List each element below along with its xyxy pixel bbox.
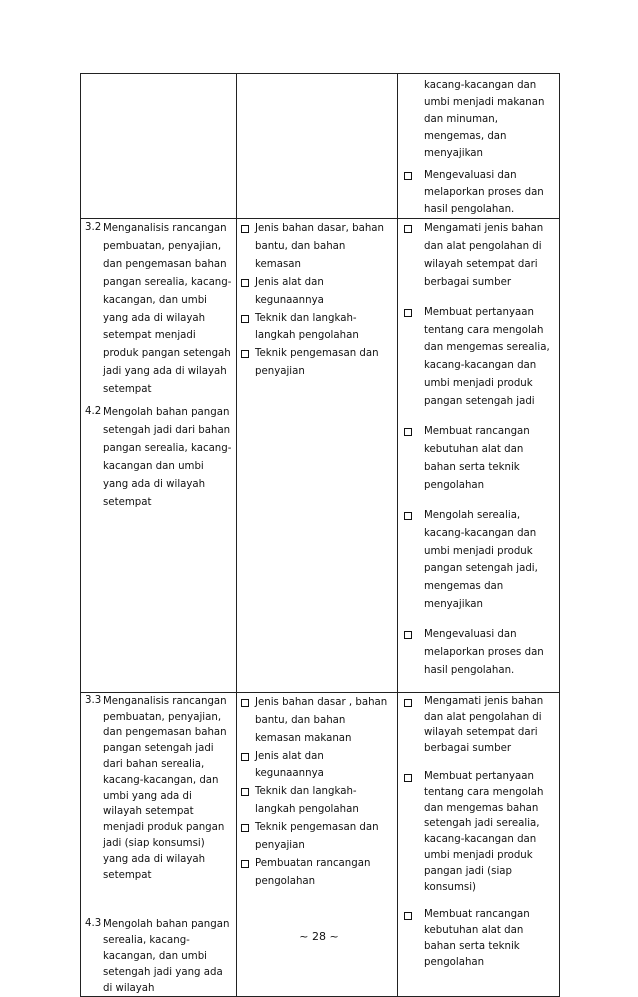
list-item: Teknik pengemasan dan penyajian: [255, 345, 393, 381]
checkbox-bullet-icon: [241, 350, 249, 358]
kegiatan-cell: [398, 692, 560, 997]
list-item: Jenis alat dan kegunaannya: [255, 274, 393, 310]
list-item: Mengevaluasi dan melaporkan proses dan hasil pengolahan.: [424, 626, 555, 680]
kegiatan-continuation: kacang-kacangan dan umbi menjadi makanan dan minuman, mengemas, dan menyajikan: [424, 80, 545, 159]
kd-text: Menganalisis rancangan pembuatan, penyajian, dan pengemasan bahan pangan serealia, kacang-kacangan, dan umbi yang ada di wilayah setempat menjadi produk pangan setengah jadi yang ada di wilayah setempat: [103, 223, 232, 396]
checkbox-bullet-icon: [404, 912, 412, 920]
checkbox-bullet-icon: [241, 279, 249, 287]
kd-cell: [81, 74, 237, 219]
list-item: Membuat rancangan kebutuhan alat dan bahan serta teknik pengolahan: [424, 907, 555, 970]
checkbox-bullet-icon: [404, 428, 412, 436]
checkbox-bullet-icon: [404, 225, 412, 233]
checkbox-bullet-icon: [404, 309, 412, 317]
checkbox-bullet-icon: [404, 512, 412, 520]
checkbox-bullet-icon: [404, 631, 412, 639]
list-item: Membuat rancangan kebutuhan alat dan bahan serta teknik pengolahan: [424, 423, 555, 495]
kd-text: Mengolah bahan pangan setengah jadi dari bahan pangan serealia, kacang-kacangan dan umbi yang ada di wilayah setempat: [103, 407, 232, 508]
checkbox-bullet-icon: [241, 788, 249, 796]
kd-text: Menganalisis rancangan pembuatan, penyajian, dan pengemasan bahan pangan setengah jadi dari bahan serealia, kacang-kacangan, dan umbi yang ada di wilayah setempat menjadi produk pangan jadi (siap konsumsi) yang ada di wilayah setempat: [103, 695, 227, 881]
list-item: Mengolah serealia, kacang-kacangan dan umbi menjadi produk pangan setengah jadi, mengemas dan menyajikan: [424, 507, 555, 614]
checkbox-bullet-icon: [404, 172, 412, 180]
table-row: [81, 219, 560, 693]
list-item: Jenis alat dan kegunaannya: [255, 748, 393, 784]
checkbox-bullet-icon: [241, 860, 249, 868]
kd-item: [81, 916, 236, 996]
list-item: Jenis bahan dasar , bahan bantu, dan bahan kemasan makanan: [255, 694, 393, 748]
checkbox-bullet-icon: [241, 753, 249, 761]
kd-cell: [81, 692, 237, 997]
kd-item: [81, 693, 236, 884]
kd-item: [81, 403, 236, 511]
materi-cell: [237, 692, 398, 997]
kd-number: 3.2: [85, 222, 102, 233]
list-item: Teknik pengemasan dan penyajian: [255, 819, 393, 855]
checkbox-bullet-icon: [241, 225, 249, 233]
kd-number: 3.3: [85, 694, 102, 706]
kegiatan-list: [398, 219, 559, 680]
list-item: Teknik dan langkah-langkah pengolahan: [255, 310, 393, 346]
materi-list: [237, 693, 397, 891]
list-item: Membuat pertanyaan tentang cara mengolah dan mengemas bahan setengah jadi serealia, kacang-kacangan dan umbi menjadi produk pangan jadi (siap konsumsi): [424, 769, 555, 895]
checkbox-bullet-icon: [404, 699, 412, 707]
kd-text: Mengolah bahan pangan serealia, kacang-kacangan, dan umbi setengah jadi yang ada di wilayah: [103, 919, 230, 994]
curriculum-table: [80, 73, 560, 997]
list-item: Mengamati jenis bahan dan alat pengolahan di wilayah setempat dari berbagai sumber: [424, 694, 555, 757]
list-item: Jenis bahan dasar, bahan bantu, dan bahan kemasan: [255, 220, 393, 274]
checkbox-bullet-icon: [241, 315, 249, 323]
list-item: Pembuatan rancangan pengolahan: [255, 855, 393, 891]
checkbox-bullet-icon: [241, 699, 249, 707]
materi-list: [237, 219, 397, 381]
list-item: Mengamati jenis bahan dan alat pengolahan di wilayah setempat dari berbagai sumber: [424, 220, 555, 292]
kd-cell: [81, 219, 237, 693]
checkbox-bullet-icon: [241, 824, 249, 832]
list-item: Mengevaluasi dan melaporkan proses dan hasil pengolahan.: [424, 167, 555, 218]
checkbox-bullet-icon: [404, 774, 412, 782]
materi-cell: [237, 74, 398, 219]
page-number: ~ 28 ~: [299, 930, 339, 943]
table-row: [81, 692, 560, 997]
kegiatan-list: [398, 693, 559, 971]
list-item: Membuat pertanyaan tentang cara mengolah dan mengemas serealia, kacang-kacangan dan umbi menjadi produk pangan setengah jadi: [424, 304, 555, 411]
kegiatan-list: [398, 167, 559, 218]
kd-number: 4.3: [85, 918, 102, 930]
kd-number: 4.2: [85, 406, 102, 418]
kegiatan-cell: [398, 74, 560, 219]
table-row: [81, 74, 560, 219]
materi-cell: [237, 219, 398, 693]
kd-item: [81, 219, 236, 399]
list-item: Teknik dan langkah-langkah pengolahan: [255, 783, 393, 819]
kegiatan-cell: [398, 219, 560, 693]
